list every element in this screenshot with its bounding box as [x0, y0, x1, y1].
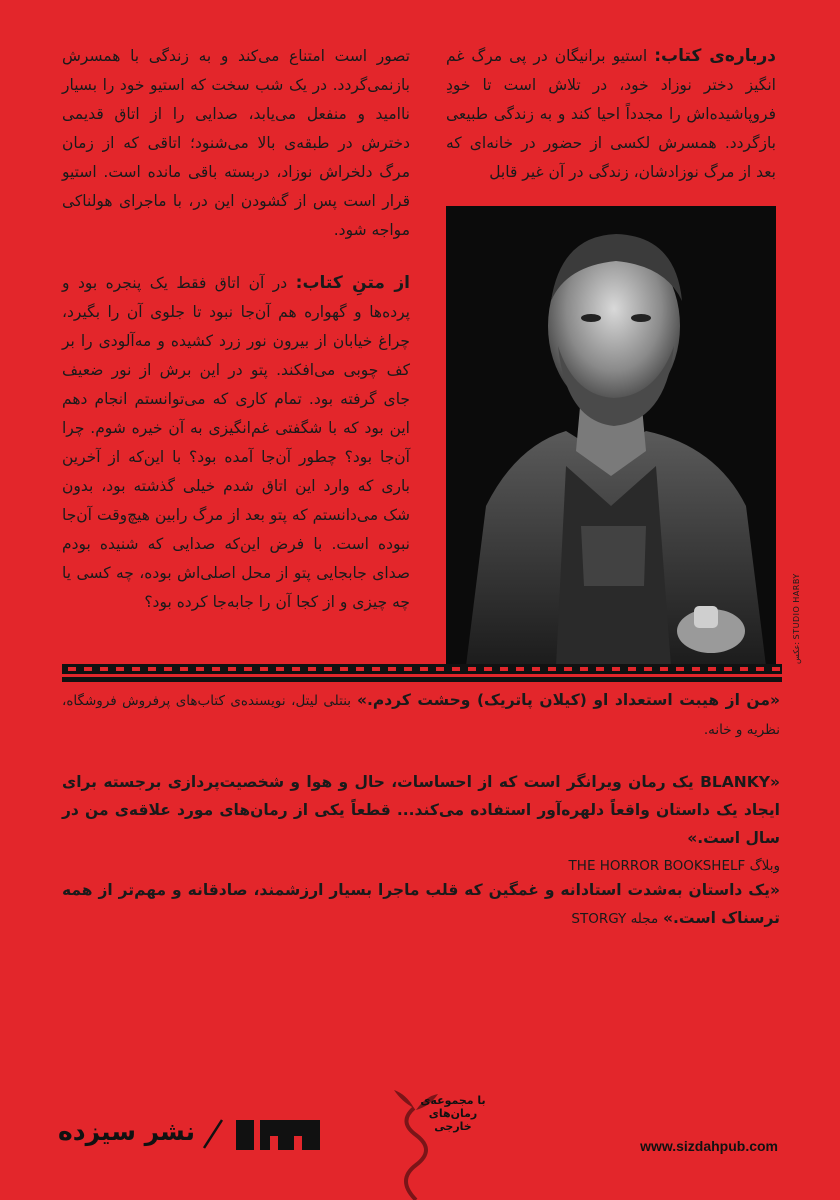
series-label: با مجموعه‌ی رمان‌های خارجی [420, 1094, 486, 1133]
about-section [446, 42, 776, 187]
website-url[interactable]: www.sizdahpub.com [640, 1138, 778, 1154]
publisher-name: نشر سیزده [58, 1117, 196, 1146]
excerpt-label: از متنِ کتاب: [295, 273, 411, 293]
review-quote-text: «من از هیبت استعداد او (کیلان پاتریک) وحشت کردم.» [356, 691, 780, 709]
author-photo [446, 206, 776, 666]
about-text-right: استیو برانیگان در پی مرگ غم انگیز دختر نوزاد خود، در تلاش است تا خودِ فروپاشیده‌اش را مجدداً احیا کند و به زندگی طبیعی بازگردد. همسرش لکسی از حضور در خانه‌ای که بعد از مرگ نوزادشان، زندگی در آن غیر قابل [446, 47, 776, 181]
about-text-left: تصور است امتناع می‌کند و به زندگی با همسرش بازنمی‌گردد. در یک شب سخت که استیو خود را بسیار ناامید و منفعل می‌یابد، صدایی را از اتاق قدیمی دخترش در طبقه‌ی بالا می‌شنود؛ اتاقی که از زمان مرگ دلخراش نوزاد، دربسته باقی مانده است. استیو قرار است پس از گشودن این در، با ماجرای هولناکی مواجه شود. [62, 47, 410, 239]
slash-icon [198, 1114, 228, 1154]
review-quote-source: وبلاگ THE HORROR BOOKSHELF [568, 858, 780, 874]
excerpt-text: در آن اتاق فقط یک پنجره بود و پرده‌ها و گهواره هم آن‌جا نبود تا جلوی آن را بگیرد، چراغ خیابان از بیرون نور زرد کشیده و مه‌آلودی را بر کف چوبی می‌افکند. پتو در این برش از نور ضعیف جای گرفته بود. تمام کاری که می‌توانستم انجام دهم این بود که با شگفتی غم‌انگیزی به آن خیره شوم. چرا آن‌جا بود؟ چطور آن‌جا آمده بود؟ با این‌که از آخرین باری که وارد این اتاق شدم خیلی گذشته بود، بدون شک می‌دانستم که پتو بعد از مرگ رابین هیچ‌وقت آن‌جا نبوده است. با فرض این‌که صدایی که شنیده بودم صدای جابجایی پتو از محل اصلی‌اش بوده، چه کسی یا چه چیزی و از کجا آن را جابه‌جا کرده بود؟ [62, 274, 410, 611]
excerpt-section [62, 269, 410, 617]
review-quote [62, 686, 780, 744]
left-column [62, 42, 410, 617]
publisher-logo [58, 1112, 328, 1156]
about-label: درباره‌ی کتاب: [654, 46, 776, 66]
review-quote-source: مجله STORGY [571, 911, 659, 927]
review-quote [62, 768, 780, 880]
film-strip-divider [62, 664, 782, 682]
sizdah-logo-icon [236, 1114, 320, 1154]
review-quote-text: «BLANKY یک رمان ویرانگر است که از احساسات، حال و هوا و شخصیت‌پردازی برجسته برای ایجاد یک داستان واقعاً دلهره‌آور استفاده می‌کند... قطعاً یکی از رمان‌های مورد علاقه‌ی من در سال است.» [62, 773, 780, 847]
photo-credit-text: عکس: STUDIO HARBY [792, 573, 801, 664]
review-quote [62, 876, 780, 933]
review-quote-text: «یک داستان به‌شدت استادانه و غمگین که قلب ماجرا بسیار ارزشمند، صادقانه و مهم‌تر از همه ترسناک است.» [62, 881, 780, 927]
photo-credit [776, 440, 801, 666]
review-quote-source: بنتلی لیتل، نویسنده‌ی کتاب‌های پرفروش فروشگاه، نظریه و خانه. [62, 693, 780, 738]
